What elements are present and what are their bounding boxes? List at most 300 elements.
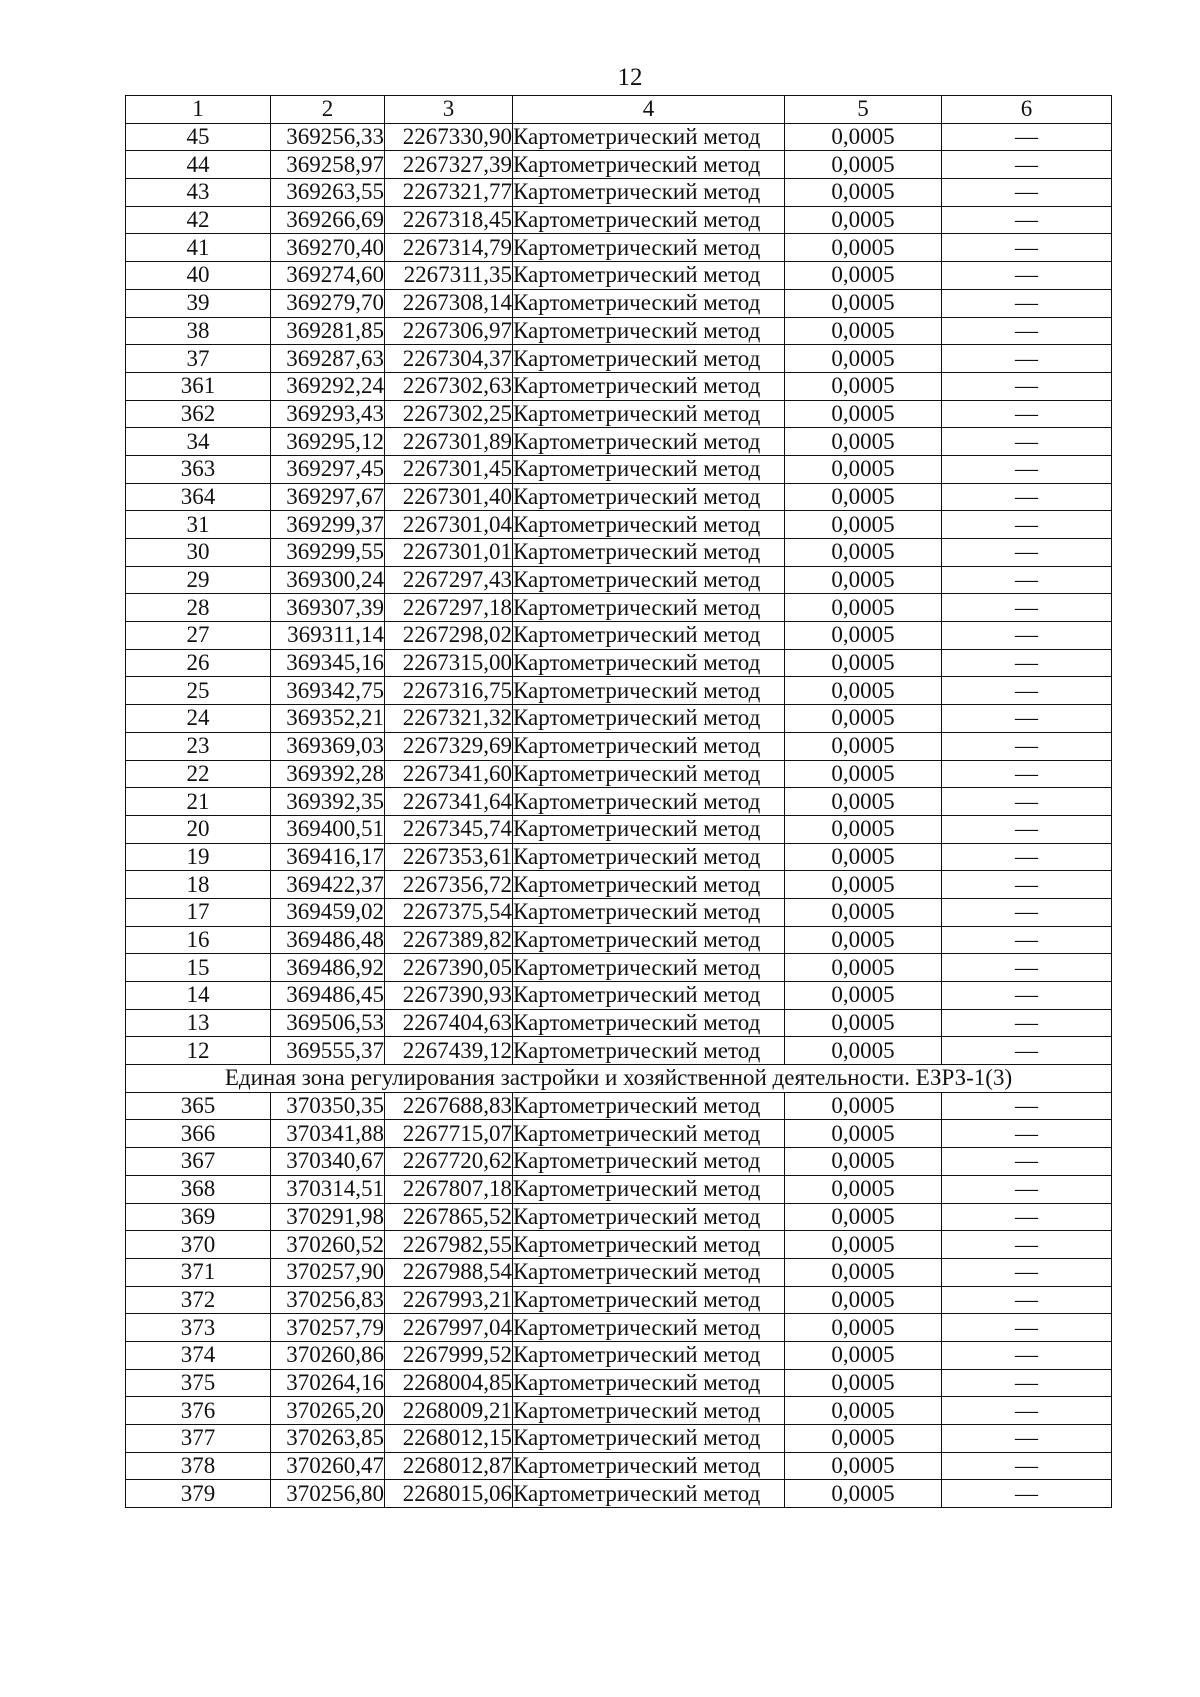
- table-row: [126, 1341, 1112, 1369]
- x-coordinate-cell: 369486,92: [271, 954, 385, 982]
- x-coordinate-cell: 370256,80: [271, 1480, 385, 1508]
- table-row: [126, 206, 1112, 234]
- method-cell: Картометрический метод: [513, 151, 785, 179]
- table-row: [126, 622, 1112, 650]
- x-coordinate-cell: 369270,40: [271, 234, 385, 262]
- accuracy-cell: 0,0005: [785, 1203, 942, 1231]
- y-coordinate-cell: 2267988,54: [385, 1258, 513, 1286]
- y-coordinate-cell: 2267390,93: [385, 982, 513, 1010]
- x-coordinate-cell: 370257,79: [271, 1314, 385, 1342]
- table-row: [126, 345, 1112, 373]
- table-row: [126, 1092, 1112, 1120]
- accuracy-cell: 0,0005: [785, 1120, 942, 1148]
- column-number-2: 2: [271, 96, 385, 124]
- x-coordinate-cell: 369287,63: [271, 345, 385, 373]
- y-coordinate-cell: 2267314,79: [385, 234, 513, 262]
- point-number-cell: 28: [126, 594, 271, 622]
- accuracy-cell: 0,0005: [785, 1009, 942, 1037]
- y-coordinate-cell: 2267301,45: [385, 455, 513, 483]
- y-coordinate-cell: 2267304,37: [385, 345, 513, 373]
- y-coordinate-cell: 2268012,15: [385, 1425, 513, 1453]
- table-row: [126, 566, 1112, 594]
- table-row: [126, 151, 1112, 179]
- table-row: [126, 1314, 1112, 1342]
- method-cell: Картометрический метод: [513, 206, 785, 234]
- point-number-cell: 25: [126, 677, 271, 705]
- method-cell: Картометрический метод: [513, 1148, 785, 1176]
- y-coordinate-cell: 2267999,52: [385, 1341, 513, 1369]
- y-coordinate-cell: 2267315,00: [385, 649, 513, 677]
- point-number-cell: 362: [126, 400, 271, 428]
- accuracy-cell: 0,0005: [785, 1480, 942, 1508]
- point-number-cell: 379: [126, 1480, 271, 1508]
- note-cell: —: [942, 1369, 1112, 1397]
- x-coordinate-cell: 369295,12: [271, 428, 385, 456]
- x-coordinate-cell: 370314,51: [271, 1175, 385, 1203]
- accuracy-cell: 0,0005: [785, 1231, 942, 1259]
- method-cell: Картометрический метод: [513, 1092, 785, 1120]
- x-coordinate-cell: 370291,98: [271, 1203, 385, 1231]
- point-number-cell: 364: [126, 483, 271, 511]
- accuracy-cell: 0,0005: [785, 289, 942, 317]
- x-coordinate-cell: 369400,51: [271, 815, 385, 843]
- table-row: [126, 677, 1112, 705]
- accuracy-cell: 0,0005: [785, 1425, 942, 1453]
- note-cell: —: [942, 1397, 1112, 1425]
- table-row: [126, 732, 1112, 760]
- zone-heading: Единая зона регулирования застройки и хозяйственной деятельности. ЕЗРЗ-1(3): [126, 1065, 1112, 1093]
- method-cell: Картометрический метод: [513, 317, 785, 345]
- note-cell: —: [942, 511, 1112, 539]
- method-cell: Картометрический метод: [513, 1009, 785, 1037]
- note-cell: —: [942, 1037, 1112, 1065]
- table-row: [126, 815, 1112, 843]
- note-cell: —: [942, 206, 1112, 234]
- accuracy-cell: 0,0005: [785, 400, 942, 428]
- point-number-cell: 376: [126, 1397, 271, 1425]
- table-row: [126, 649, 1112, 677]
- y-coordinate-cell: 2267321,32: [385, 705, 513, 733]
- x-coordinate-cell: 369256,33: [271, 123, 385, 151]
- table-row: [126, 372, 1112, 400]
- note-cell: —: [942, 1120, 1112, 1148]
- note-cell: —: [942, 455, 1112, 483]
- point-number-cell: 38: [126, 317, 271, 345]
- x-coordinate-cell: 369297,67: [271, 483, 385, 511]
- x-coordinate-cell: 369299,55: [271, 539, 385, 567]
- y-coordinate-cell: 2268004,85: [385, 1369, 513, 1397]
- y-coordinate-cell: 2267404,63: [385, 1009, 513, 1037]
- point-number-cell: 24: [126, 705, 271, 733]
- x-coordinate-cell: 369300,24: [271, 566, 385, 594]
- note-cell: —: [942, 788, 1112, 816]
- table-row: [126, 843, 1112, 871]
- y-coordinate-cell: 2267321,77: [385, 179, 513, 207]
- accuracy-cell: 0,0005: [785, 262, 942, 290]
- method-cell: Картометрический метод: [513, 1120, 785, 1148]
- note-cell: —: [942, 1092, 1112, 1120]
- note-cell: —: [942, 926, 1112, 954]
- note-cell: —: [942, 732, 1112, 760]
- point-number-cell: 365: [126, 1092, 271, 1120]
- table-row: [126, 760, 1112, 788]
- method-cell: Картометрический метод: [513, 455, 785, 483]
- point-number-cell: 375: [126, 1369, 271, 1397]
- point-number-cell: 39: [126, 289, 271, 317]
- method-cell: Картометрический метод: [513, 1397, 785, 1425]
- table-row: [126, 1258, 1112, 1286]
- x-coordinate-cell: 369352,21: [271, 705, 385, 733]
- method-cell: Картометрический метод: [513, 511, 785, 539]
- zone-heading-row: [126, 1065, 1112, 1093]
- point-number-cell: 366: [126, 1120, 271, 1148]
- accuracy-cell: 0,0005: [785, 1397, 942, 1425]
- point-number-cell: 23: [126, 732, 271, 760]
- note-cell: —: [942, 843, 1112, 871]
- y-coordinate-cell: 2267301,89: [385, 428, 513, 456]
- y-coordinate-cell: 2267297,43: [385, 566, 513, 594]
- note-cell: —: [942, 871, 1112, 899]
- accuracy-cell: 0,0005: [785, 372, 942, 400]
- note-cell: —: [942, 622, 1112, 650]
- note-cell: —: [942, 1175, 1112, 1203]
- y-coordinate-cell: 2267720,62: [385, 1148, 513, 1176]
- y-coordinate-cell: 2267308,14: [385, 289, 513, 317]
- x-coordinate-cell: 369506,53: [271, 1009, 385, 1037]
- x-coordinate-cell: 369345,16: [271, 649, 385, 677]
- table-row: [126, 954, 1112, 982]
- note-cell: —: [942, 1314, 1112, 1342]
- table-row: [126, 483, 1112, 511]
- x-coordinate-cell: 369555,37: [271, 1037, 385, 1065]
- point-number-cell: 45: [126, 123, 271, 151]
- note-cell: —: [942, 594, 1112, 622]
- method-cell: Картометрический метод: [513, 539, 785, 567]
- point-number-cell: 368: [126, 1175, 271, 1203]
- y-coordinate-cell: 2267997,04: [385, 1314, 513, 1342]
- table-row: [126, 705, 1112, 733]
- y-coordinate-cell: 2267356,72: [385, 871, 513, 899]
- accuracy-cell: 0,0005: [785, 1369, 942, 1397]
- table-row: [126, 1148, 1112, 1176]
- point-number-cell: 367: [126, 1148, 271, 1176]
- point-number-cell: 363: [126, 455, 271, 483]
- x-coordinate-cell: 369297,45: [271, 455, 385, 483]
- point-number-cell: 37: [126, 345, 271, 373]
- y-coordinate-cell: 2267301,40: [385, 483, 513, 511]
- y-coordinate-cell: 2267302,25: [385, 400, 513, 428]
- accuracy-cell: 0,0005: [785, 1092, 942, 1120]
- accuracy-cell: 0,0005: [785, 594, 942, 622]
- table-row: [126, 455, 1112, 483]
- accuracy-cell: 0,0005: [785, 1258, 942, 1286]
- column-number-row: [126, 96, 1112, 124]
- method-cell: Картометрический метод: [513, 1314, 785, 1342]
- x-coordinate-cell: 370341,88: [271, 1120, 385, 1148]
- table-row: [126, 1425, 1112, 1453]
- point-number-cell: 14: [126, 982, 271, 1010]
- table-row: [126, 123, 1112, 151]
- y-coordinate-cell: 2267807,18: [385, 1175, 513, 1203]
- point-number-cell: 19: [126, 843, 271, 871]
- point-number-cell: 27: [126, 622, 271, 650]
- table-row: [126, 539, 1112, 567]
- method-cell: Картометрический метод: [513, 1341, 785, 1369]
- method-cell: Картометрический метод: [513, 982, 785, 1010]
- note-cell: —: [942, 539, 1112, 567]
- point-number-cell: 41: [126, 234, 271, 262]
- method-cell: Картометрический метод: [513, 898, 785, 926]
- method-cell: Картометрический метод: [513, 566, 785, 594]
- note-cell: —: [942, 317, 1112, 345]
- y-coordinate-cell: 2267311,35: [385, 262, 513, 290]
- point-number-cell: 17: [126, 898, 271, 926]
- accuracy-cell: 0,0005: [785, 1314, 942, 1342]
- accuracy-cell: 0,0005: [785, 151, 942, 179]
- note-cell: —: [942, 1425, 1112, 1453]
- y-coordinate-cell: 2267297,18: [385, 594, 513, 622]
- point-number-cell: 21: [126, 788, 271, 816]
- point-number-cell: 12: [126, 1037, 271, 1065]
- note-cell: —: [942, 677, 1112, 705]
- method-cell: Картометрический метод: [513, 926, 785, 954]
- table-row: [126, 179, 1112, 207]
- note-cell: —: [942, 1203, 1112, 1231]
- point-number-cell: 369: [126, 1203, 271, 1231]
- method-cell: Картометрический метод: [513, 123, 785, 151]
- table-row: [126, 898, 1112, 926]
- x-coordinate-cell: 370263,85: [271, 1425, 385, 1453]
- note-cell: —: [942, 400, 1112, 428]
- point-number-cell: 22: [126, 760, 271, 788]
- method-cell: Картометрический метод: [513, 179, 785, 207]
- column-number-3: 3: [385, 96, 513, 124]
- coordinates-table-body: [126, 96, 1112, 1508]
- point-number-cell: 373: [126, 1314, 271, 1342]
- accuracy-cell: 0,0005: [785, 1286, 942, 1314]
- point-number-cell: 16: [126, 926, 271, 954]
- method-cell: Картометрический метод: [513, 1175, 785, 1203]
- accuracy-cell: 0,0005: [785, 1037, 942, 1065]
- x-coordinate-cell: 369293,43: [271, 400, 385, 428]
- table-row: [126, 594, 1112, 622]
- column-number-5: 5: [785, 96, 942, 124]
- x-coordinate-cell: 370257,90: [271, 1258, 385, 1286]
- method-cell: Картометрический метод: [513, 843, 785, 871]
- accuracy-cell: 0,0005: [785, 123, 942, 151]
- note-cell: —: [942, 234, 1112, 262]
- accuracy-cell: 0,0005: [785, 898, 942, 926]
- x-coordinate-cell: 369392,35: [271, 788, 385, 816]
- y-coordinate-cell: 2267306,97: [385, 317, 513, 345]
- accuracy-cell: 0,0005: [785, 317, 942, 345]
- point-number-cell: 372: [126, 1286, 271, 1314]
- accuracy-cell: 0,0005: [785, 511, 942, 539]
- accuracy-cell: 0,0005: [785, 732, 942, 760]
- note-cell: —: [942, 483, 1112, 511]
- point-number-cell: 42: [126, 206, 271, 234]
- accuracy-cell: 0,0005: [785, 649, 942, 677]
- note-cell: —: [942, 954, 1112, 982]
- note-cell: —: [942, 1341, 1112, 1369]
- table-row: [126, 317, 1112, 345]
- x-coordinate-cell: 369459,02: [271, 898, 385, 926]
- x-coordinate-cell: 369279,70: [271, 289, 385, 317]
- method-cell: Картометрический метод: [513, 1425, 785, 1453]
- table-row: [126, 428, 1112, 456]
- accuracy-cell: 0,0005: [785, 234, 942, 262]
- point-number-cell: 378: [126, 1452, 271, 1480]
- x-coordinate-cell: 369369,03: [271, 732, 385, 760]
- point-number-cell: 370: [126, 1231, 271, 1259]
- accuracy-cell: 0,0005: [785, 1148, 942, 1176]
- method-cell: Картометрический метод: [513, 234, 785, 262]
- note-cell: —: [942, 1286, 1112, 1314]
- table-row: [126, 1452, 1112, 1480]
- note-cell: —: [942, 1452, 1112, 1480]
- method-cell: Картометрический метод: [513, 1480, 785, 1508]
- y-coordinate-cell: 2267389,82: [385, 926, 513, 954]
- note-cell: —: [942, 566, 1112, 594]
- note-cell: —: [942, 1480, 1112, 1508]
- y-coordinate-cell: 2267329,69: [385, 732, 513, 760]
- y-coordinate-cell: 2267298,02: [385, 622, 513, 650]
- x-coordinate-cell: 369416,17: [271, 843, 385, 871]
- note-cell: —: [942, 123, 1112, 151]
- column-number-6: 6: [942, 96, 1112, 124]
- table-row: [126, 1175, 1112, 1203]
- method-cell: Картометрический метод: [513, 732, 785, 760]
- note-cell: —: [942, 760, 1112, 788]
- accuracy-cell: 0,0005: [785, 926, 942, 954]
- note-cell: —: [942, 649, 1112, 677]
- method-cell: Картометрический метод: [513, 871, 785, 899]
- y-coordinate-cell: 2267865,52: [385, 1203, 513, 1231]
- point-number-cell: 377: [126, 1425, 271, 1453]
- coordinates-table: [125, 95, 1112, 1508]
- note-cell: —: [942, 289, 1112, 317]
- note-cell: —: [942, 815, 1112, 843]
- x-coordinate-cell: 369422,37: [271, 871, 385, 899]
- x-coordinate-cell: 369266,69: [271, 206, 385, 234]
- note-cell: —: [942, 151, 1112, 179]
- x-coordinate-cell: 370350,35: [271, 1092, 385, 1120]
- y-coordinate-cell: 2267316,75: [385, 677, 513, 705]
- note-cell: —: [942, 1258, 1112, 1286]
- y-coordinate-cell: 2267982,55: [385, 1231, 513, 1259]
- accuracy-cell: 0,0005: [785, 1452, 942, 1480]
- note-cell: —: [942, 1231, 1112, 1259]
- table-row: [126, 1231, 1112, 1259]
- table-row: [126, 982, 1112, 1010]
- point-number-cell: 31: [126, 511, 271, 539]
- note-cell: —: [942, 1009, 1112, 1037]
- y-coordinate-cell: 2267327,39: [385, 151, 513, 179]
- method-cell: Картометрический метод: [513, 428, 785, 456]
- page-number: 12: [617, 64, 643, 91]
- method-cell: Картометрический метод: [513, 483, 785, 511]
- point-number-cell: 18: [126, 871, 271, 899]
- point-number-cell: 30: [126, 539, 271, 567]
- method-cell: Картометрический метод: [513, 622, 785, 650]
- x-coordinate-cell: 369392,28: [271, 760, 385, 788]
- method-cell: Картометрический метод: [513, 1369, 785, 1397]
- table-row: [126, 926, 1112, 954]
- y-coordinate-cell: 2267345,74: [385, 815, 513, 843]
- accuracy-cell: 0,0005: [785, 455, 942, 483]
- method-cell: Картометрический метод: [513, 649, 785, 677]
- accuracy-cell: 0,0005: [785, 428, 942, 456]
- method-cell: Картометрический метод: [513, 1037, 785, 1065]
- point-number-cell: 15: [126, 954, 271, 982]
- method-cell: Картометрический метод: [513, 1452, 785, 1480]
- method-cell: Картометрический метод: [513, 788, 785, 816]
- point-number-cell: 43: [126, 179, 271, 207]
- method-cell: Картометрический метод: [513, 815, 785, 843]
- accuracy-cell: 0,0005: [785, 705, 942, 733]
- table-row: [126, 262, 1112, 290]
- y-coordinate-cell: 2267353,61: [385, 843, 513, 871]
- x-coordinate-cell: 370264,16: [271, 1369, 385, 1397]
- accuracy-cell: 0,0005: [785, 677, 942, 705]
- y-coordinate-cell: 2267993,21: [385, 1286, 513, 1314]
- table-row: [126, 1120, 1112, 1148]
- table-row: [126, 1037, 1112, 1065]
- x-coordinate-cell: 369292,24: [271, 372, 385, 400]
- method-cell: Картометрический метод: [513, 1231, 785, 1259]
- accuracy-cell: 0,0005: [785, 788, 942, 816]
- point-number-cell: 371: [126, 1258, 271, 1286]
- accuracy-cell: 0,0005: [785, 1175, 942, 1203]
- table-row: [126, 1009, 1112, 1037]
- x-coordinate-cell: 369258,97: [271, 151, 385, 179]
- method-cell: Картометрический метод: [513, 400, 785, 428]
- accuracy-cell: 0,0005: [785, 622, 942, 650]
- column-number-1: 1: [126, 96, 271, 124]
- method-cell: Картометрический метод: [513, 289, 785, 317]
- y-coordinate-cell: 2267375,54: [385, 898, 513, 926]
- x-coordinate-cell: 369342,75: [271, 677, 385, 705]
- point-number-cell: 26: [126, 649, 271, 677]
- method-cell: Картометрический метод: [513, 594, 785, 622]
- accuracy-cell: 0,0005: [785, 982, 942, 1010]
- accuracy-cell: 0,0005: [785, 815, 942, 843]
- accuracy-cell: 0,0005: [785, 843, 942, 871]
- accuracy-cell: 0,0005: [785, 179, 942, 207]
- x-coordinate-cell: 369263,55: [271, 179, 385, 207]
- method-cell: Картометрический метод: [513, 1203, 785, 1231]
- y-coordinate-cell: 2267302,63: [385, 372, 513, 400]
- accuracy-cell: 0,0005: [785, 1341, 942, 1369]
- note-cell: —: [942, 345, 1112, 373]
- table-row: [126, 400, 1112, 428]
- point-number-cell: 361: [126, 372, 271, 400]
- point-number-cell: 20: [126, 815, 271, 843]
- y-coordinate-cell: 2267439,12: [385, 1037, 513, 1065]
- table-row: [126, 1397, 1112, 1425]
- accuracy-cell: 0,0005: [785, 539, 942, 567]
- accuracy-cell: 0,0005: [785, 566, 942, 594]
- method-cell: Картометрический метод: [513, 677, 785, 705]
- note-cell: —: [942, 262, 1112, 290]
- x-coordinate-cell: 370260,86: [271, 1341, 385, 1369]
- point-number-cell: 374: [126, 1341, 271, 1369]
- note-cell: —: [942, 705, 1112, 733]
- point-number-cell: 44: [126, 151, 271, 179]
- y-coordinate-cell: 2267688,83: [385, 1092, 513, 1120]
- x-coordinate-cell: 370260,47: [271, 1452, 385, 1480]
- x-coordinate-cell: 370265,20: [271, 1397, 385, 1425]
